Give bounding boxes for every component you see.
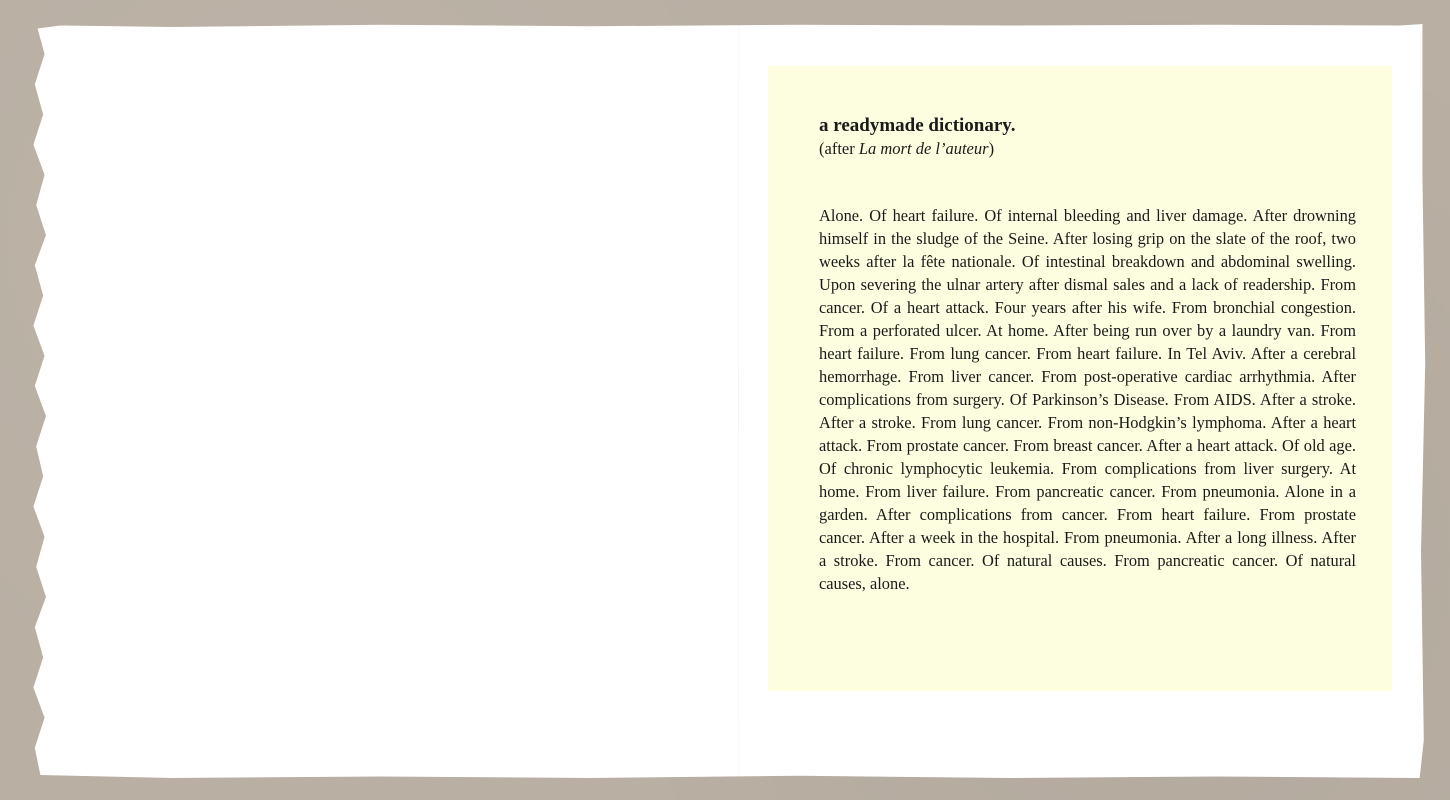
subtitle-suffix: ) [988, 139, 995, 158]
paper-fold [738, 24, 739, 778]
subtitle-italic: La mort de l’auteur [858, 139, 989, 158]
poem-panel [768, 66, 1392, 691]
poem-body: Alone. Of heart failure. Of internal bleeding and liver damage. After drowning himself in the sludge of the Seine. After losing grip on the slate of the roof, two weeks after la fête nationale. Of intestinal breakdown and abdominal swelling. Upon severing the ulnar artery after dismal sales and a lack of readership. From cancer. Of a heart attack. Four years after his wife. From bronchial congestion. From a perforated ulcer. At home. After being run over by a laundry van. From heart failure. From lung cancer. From heart failure. In Tel Aviv. After a cerebral hemorrhage. From liver cancer. From post-operative cardiac arrhythmia. After complications from surgery. Of Parkinson’s Disease. From AIDS. After a stroke. After a stroke. From lung cancer. From non-Hodgkin’s lymphoma. After a heart attack. From prostate cancer. From breast cancer. After a heart attack. Of old age. Of chronic lymphocytic leukemia. From complications from liver surgery. At home. From liver failure. From pancreatic cancer. From pneumonia. Alone in a garden. After complications from cancer. From heart failure. From prostate cancer. After a week in the hospital. From pneumonia. After a long illness. After a stroke. From cancer. Of natural causes. From pancreatic cancer. Of natural causes, alone. [819, 206, 1356, 593]
subtitle-prefix: (after [819, 139, 859, 158]
poem-subtitle [819, 138, 1356, 160]
poem-title: a readymade dictionary. [819, 115, 1016, 136]
